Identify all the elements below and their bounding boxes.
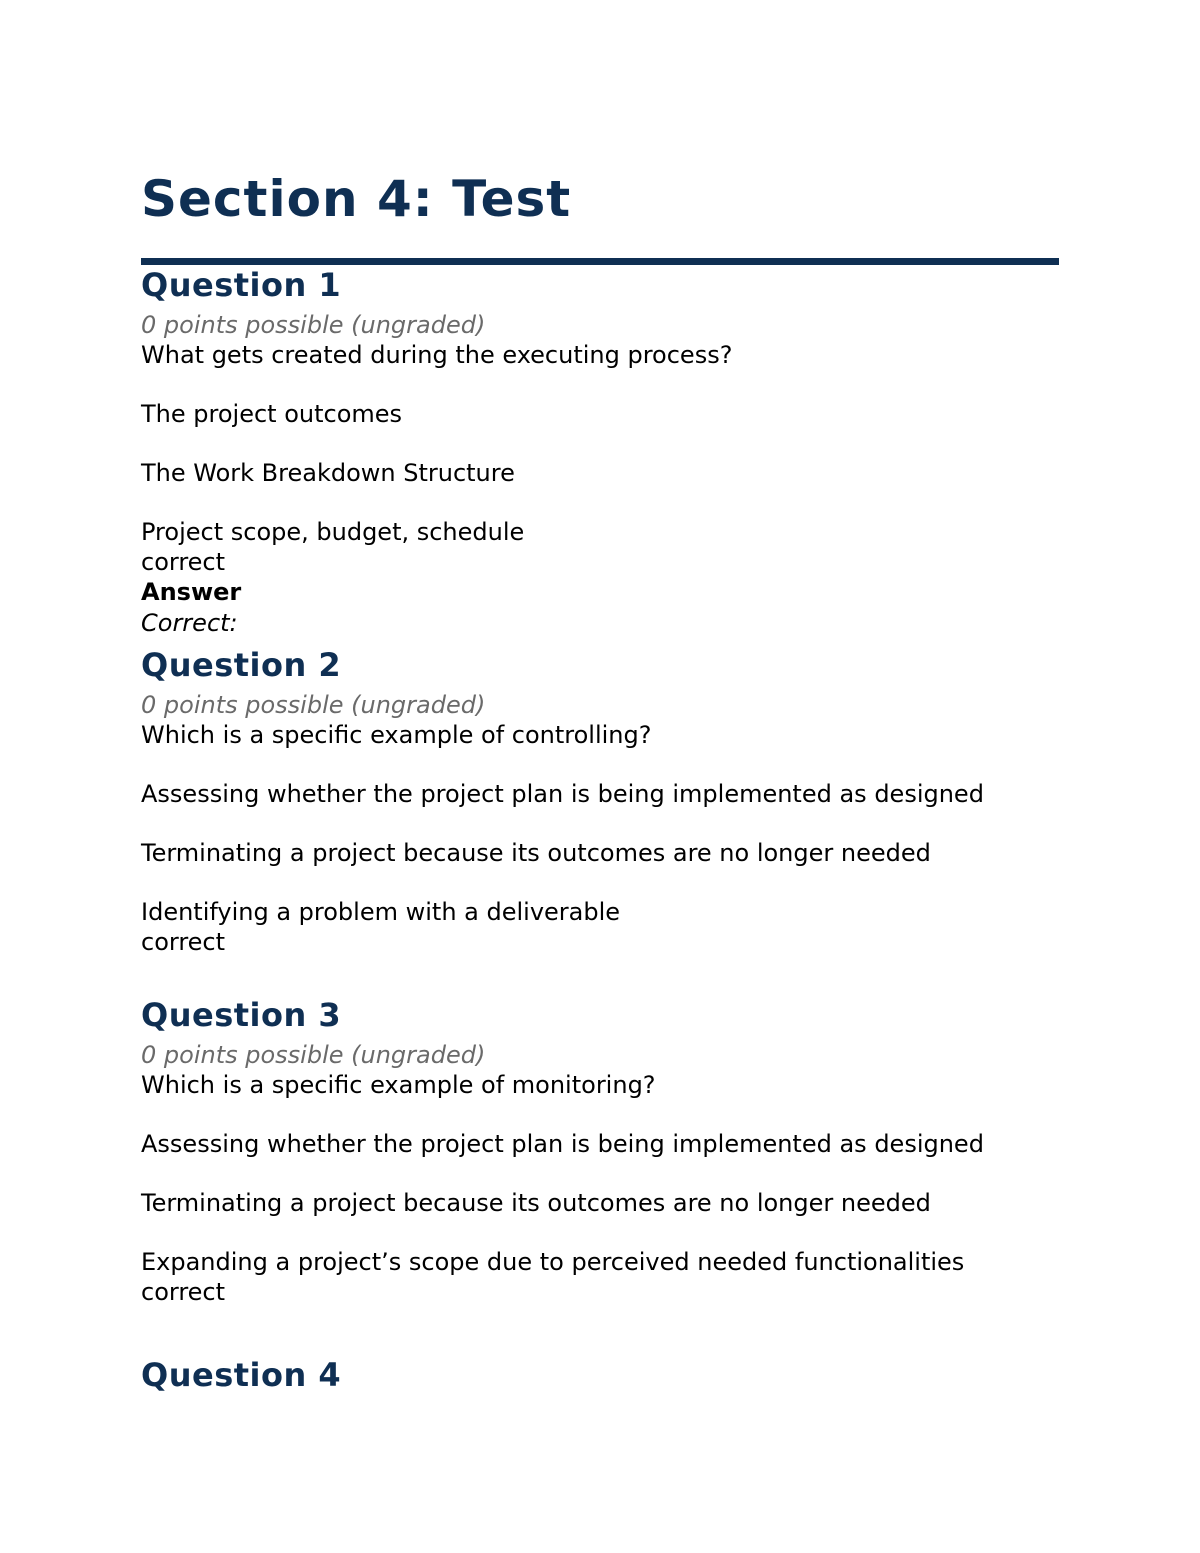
answer-label: Answer: [141, 578, 242, 606]
answer-option[interactable]: The Work Breakdown Structure: [141, 459, 515, 487]
answer-option[interactable]: Expanding a project’s scope due to perceived needed functionalities: [141, 1248, 965, 1276]
answer-option[interactable]: The project outcomes: [141, 400, 403, 428]
question-4: [141, 1353, 1059, 1397]
question-heading: Question 1: [141, 266, 342, 304]
result-status: correct: [141, 1278, 226, 1306]
question-heading: Question 4: [141, 1356, 342, 1394]
question-3: [141, 993, 1059, 1307]
result-status: correct: [141, 548, 226, 576]
result-status: correct: [141, 928, 226, 956]
question-prompt: Which is a specific example of controlling?: [141, 721, 652, 749]
answer-option[interactable]: Assessing whether the project plan is being implemented as designed: [141, 1130, 984, 1158]
answer-value: Correct:: [141, 609, 238, 637]
question-1: [141, 263, 1059, 640]
answer-option[interactable]: Terminating a project because its outcomes are no longer needed: [141, 1189, 931, 1217]
question-2: [141, 643, 1059, 957]
question-prompt: Which is a specific example of monitoring?: [141, 1071, 656, 1099]
question-heading: Question 2: [141, 646, 342, 684]
question-heading: Question 3: [141, 996, 342, 1034]
answer-option[interactable]: Assessing whether the project plan is being implemented as designed: [141, 780, 984, 808]
points-label: 0 points possible (ungraded): [141, 691, 486, 719]
points-label: 0 points possible (ungraded): [141, 311, 486, 339]
answer-option[interactable]: Identifying a problem with a deliverable: [141, 898, 621, 926]
answer-option[interactable]: Project scope, budget, schedule: [141, 518, 525, 546]
answer-option[interactable]: Terminating a project because its outcomes are no longer needed: [141, 839, 931, 867]
points-label: 0 points possible (ungraded): [141, 1041, 486, 1069]
page-title: Section 4: Test: [141, 170, 572, 228]
question-prompt: What gets created during the executing process?: [141, 341, 733, 369]
